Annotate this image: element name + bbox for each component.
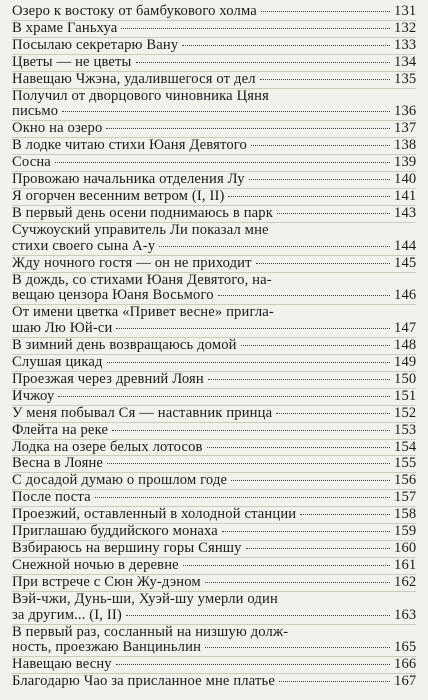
toc-entry-row bbox=[12, 21, 416, 37]
toc-entry-title-line: Цветы — не цветы bbox=[12, 53, 132, 70]
dot-leader bbox=[116, 663, 390, 665]
toc-entry-title-line: Проезжая через древний Лоян bbox=[12, 370, 204, 387]
dot-leader bbox=[62, 110, 390, 112]
toc-entry-title-line: письмо bbox=[12, 103, 59, 120]
toc-entry-title-line: Я огорчен весенним ветром (I, II) bbox=[12, 187, 225, 204]
toc-entry bbox=[12, 372, 416, 388]
toc-entry-title-line: В храме Ганьхуа bbox=[12, 19, 118, 36]
page-number: 155 bbox=[394, 455, 417, 472]
toc-entry-row bbox=[12, 524, 416, 540]
dot-leader bbox=[58, 395, 390, 397]
toc-entry bbox=[12, 189, 416, 205]
page-number: 150 bbox=[394, 370, 417, 387]
toc-entry-row bbox=[12, 189, 416, 205]
page-number: 156 bbox=[394, 472, 417, 489]
dot-leader bbox=[208, 378, 390, 380]
page-number: 148 bbox=[394, 337, 417, 354]
toc-entry-title-line: Жду ночного гостя — он не приходит bbox=[12, 254, 252, 271]
dot-leader bbox=[256, 262, 390, 264]
page-number: 151 bbox=[394, 387, 417, 404]
toc-entry bbox=[12, 338, 416, 354]
page-number: 161 bbox=[394, 556, 417, 573]
dot-leader bbox=[182, 44, 390, 46]
toc-entry bbox=[12, 355, 416, 371]
page-number: 162 bbox=[394, 573, 417, 590]
dot-leader bbox=[251, 144, 390, 146]
toc-entry bbox=[12, 625, 416, 657]
toc-entry-row bbox=[12, 4, 416, 20]
toc-entry bbox=[12, 155, 416, 171]
page-number: 160 bbox=[394, 540, 417, 556]
toc-entry bbox=[12, 541, 416, 557]
dot-leader bbox=[261, 10, 390, 12]
toc-entry-row bbox=[12, 640, 416, 656]
toc-entry-title-line: ность, проезжаю Ванциньлин bbox=[12, 639, 202, 656]
toc-entry-row bbox=[12, 440, 416, 456]
dot-leader bbox=[107, 462, 390, 464]
toc-entry bbox=[12, 524, 416, 540]
page-number: 147 bbox=[394, 320, 417, 337]
dot-leader bbox=[107, 361, 390, 363]
toc-entry-row bbox=[12, 674, 416, 690]
dot-leader bbox=[260, 78, 390, 80]
page-number: 133 bbox=[394, 36, 417, 53]
toc-entry-title-line: за другим... (I, II) bbox=[12, 606, 122, 623]
toc-entry-title-line: Провожаю начальника отделения Лу bbox=[12, 171, 245, 188]
dot-leader bbox=[55, 161, 390, 163]
dot-leader bbox=[112, 429, 390, 431]
page-number: 136 bbox=[394, 103, 417, 120]
page-number: 146 bbox=[394, 287, 417, 304]
toc-entry bbox=[12, 558, 416, 574]
toc-entry-title-line: При встрече с Сюн Жу-дэном bbox=[12, 573, 201, 590]
toc-entry bbox=[12, 456, 416, 472]
toc-entry bbox=[12, 89, 416, 121]
dot-leader bbox=[279, 680, 390, 682]
toc-entry-title-line: Озеро к востоку от бамбукового холма bbox=[12, 3, 257, 19]
toc-entry-title-line: В первый день осени поднимаюсь в парк bbox=[12, 204, 273, 221]
toc-entry-row bbox=[12, 321, 416, 337]
toc-entry-row bbox=[12, 155, 416, 171]
toc-entry-title-line: С досадой думаю о прошлом годе bbox=[12, 472, 228, 489]
dot-leader bbox=[116, 327, 390, 329]
dot-leader bbox=[95, 496, 390, 498]
toc-entry-title-line: Окно на озеро bbox=[12, 120, 103, 137]
dot-leader bbox=[136, 61, 390, 63]
page-number: 139 bbox=[394, 154, 417, 171]
toc-entry-row bbox=[12, 389, 416, 405]
toc-entry-title-line: Ичжоу bbox=[12, 387, 55, 404]
toc-entry-title-line: В дождь, со стихами Юаня Девятого, на- bbox=[12, 271, 272, 288]
toc-entry bbox=[12, 121, 416, 137]
dot-leader bbox=[231, 479, 390, 481]
toc-entry-row bbox=[12, 490, 416, 506]
toc-entry-row bbox=[12, 38, 416, 54]
toc-entry-title-line: В первый раз, сосланный на низшую долж- bbox=[12, 623, 289, 640]
toc-entry bbox=[12, 138, 416, 154]
page-number: 167 bbox=[394, 673, 417, 690]
page-number: 165 bbox=[394, 639, 417, 656]
page-number: 145 bbox=[394, 254, 417, 271]
dot-leader bbox=[126, 614, 390, 616]
toc-entry-row bbox=[12, 256, 416, 272]
toc-entry-title-line: В зимний день возвращаюсь домой bbox=[12, 337, 237, 354]
page-number: 132 bbox=[394, 19, 417, 36]
dot-leader bbox=[183, 564, 390, 566]
toc-entry-row bbox=[12, 206, 416, 222]
dot-leader bbox=[249, 178, 390, 180]
page-number: 152 bbox=[394, 404, 417, 421]
toc-entry-row bbox=[12, 72, 416, 88]
toc-entry bbox=[12, 389, 416, 405]
toc-entry bbox=[12, 657, 416, 673]
toc-entry-row bbox=[12, 575, 416, 591]
toc-entry bbox=[12, 223, 416, 255]
dot-leader bbox=[241, 344, 390, 346]
dot-leader bbox=[207, 446, 390, 448]
toc-entry bbox=[12, 172, 416, 188]
toc-entry-title-line: После поста bbox=[12, 489, 91, 506]
page-number: 166 bbox=[394, 656, 417, 673]
table-of-contents bbox=[12, 4, 416, 690]
toc-entry bbox=[12, 38, 416, 54]
toc-entry-row bbox=[12, 239, 416, 255]
page-number: 137 bbox=[394, 120, 417, 137]
toc-entry-title-line: Флейта на реке bbox=[12, 421, 109, 438]
dot-leader bbox=[246, 547, 390, 549]
toc-entry bbox=[12, 490, 416, 506]
page-number: 135 bbox=[394, 70, 417, 87]
toc-entry-row bbox=[12, 288, 416, 304]
toc-entry-row bbox=[12, 507, 416, 523]
dot-leader bbox=[277, 212, 390, 214]
toc-entry bbox=[12, 473, 416, 489]
toc-entry-title-line: Посылаю секретарю Вану bbox=[12, 36, 179, 53]
toc-entry-title-line: вещаю цензора Юаня Восьмого bbox=[12, 287, 214, 304]
toc-entry-title-line: Навещаю Чжэна, удалившегося от дел bbox=[12, 70, 256, 87]
toc-entry bbox=[12, 406, 416, 422]
toc-entry-row bbox=[12, 423, 416, 439]
toc-entry-title-line: Лодка на озере белых лотосов bbox=[12, 438, 203, 455]
toc-entry-title-line: Весна в Лояне bbox=[12, 455, 104, 472]
dot-leader bbox=[218, 294, 390, 296]
toc-entry-title-line: Проезжий, оставленный в холодной станции bbox=[12, 506, 297, 523]
page-number: 153 bbox=[394, 421, 417, 438]
page-number: 154 bbox=[394, 438, 417, 455]
dot-leader bbox=[106, 127, 390, 129]
toc-entry-row bbox=[12, 541, 416, 557]
toc-entry-title-line: Снежной ночью в деревне bbox=[12, 556, 179, 573]
toc-entry-row bbox=[12, 406, 416, 422]
toc-entry-title-line: Благодарю Чао за присланное мне платье bbox=[12, 673, 275, 690]
toc-entry-row bbox=[12, 608, 416, 624]
toc-entry-row bbox=[12, 172, 416, 188]
toc-entry-row bbox=[12, 138, 416, 154]
toc-entry-row bbox=[12, 338, 416, 354]
toc-entry bbox=[12, 440, 416, 456]
toc-entry bbox=[12, 21, 416, 37]
toc-entry-title-line: Взбираюсь на вершину горы Сяншу bbox=[12, 540, 242, 556]
toc-entry bbox=[12, 273, 416, 305]
toc-entry-title-line: От имени цветка «Привет весне» пригла- bbox=[12, 304, 274, 321]
dot-leader bbox=[222, 530, 390, 532]
page-number: 163 bbox=[394, 606, 417, 623]
toc-entry bbox=[12, 256, 416, 272]
toc-entry-row bbox=[12, 473, 416, 489]
page-number: 141 bbox=[394, 187, 417, 204]
toc-entry bbox=[12, 592, 416, 624]
toc-entry-title-line: Получил от дворцового чиновника Цяня bbox=[12, 87, 269, 104]
toc-entry-row bbox=[12, 558, 416, 574]
toc-entry-row bbox=[12, 456, 416, 472]
page-number: 159 bbox=[394, 523, 417, 540]
dot-leader bbox=[205, 646, 390, 648]
toc-entry-row bbox=[12, 121, 416, 137]
toc-entry bbox=[12, 305, 416, 337]
toc-entry-row bbox=[12, 657, 416, 673]
toc-entry-row bbox=[12, 104, 416, 120]
page-number: 143 bbox=[394, 204, 417, 221]
page-number: 144 bbox=[394, 237, 417, 254]
toc-entry-title-line: У меня побывал Ся — наставник принца bbox=[12, 404, 273, 421]
toc-entry-title-line: Слушая цикад bbox=[12, 354, 103, 371]
toc-entry bbox=[12, 674, 416, 690]
toc-entry-title-line: стихи своего сына А-у bbox=[12, 237, 156, 254]
dot-leader bbox=[228, 195, 390, 197]
page-number: 149 bbox=[394, 354, 417, 371]
toc-entry-title-line: шаю Лю Юй-си bbox=[12, 320, 113, 337]
toc-entry-title-line: Приглашаю буддийского монаха bbox=[12, 523, 218, 540]
page-number: 140 bbox=[394, 171, 417, 188]
page-number: 134 bbox=[394, 53, 417, 70]
toc-entry bbox=[12, 206, 416, 222]
toc-entry bbox=[12, 575, 416, 591]
toc-entry-row bbox=[12, 372, 416, 388]
toc-entry bbox=[12, 423, 416, 439]
toc-entry-row bbox=[12, 355, 416, 371]
page-number: 138 bbox=[394, 137, 417, 154]
page-number: 158 bbox=[394, 506, 417, 523]
dot-leader bbox=[205, 581, 390, 583]
toc-entry-title-line: Сосна bbox=[12, 154, 51, 171]
toc-entry-title-line: Навещаю весну bbox=[12, 656, 112, 673]
dot-leader bbox=[300, 513, 390, 515]
toc-entry-title-line: В лодке читаю стихи Юаня Девятого bbox=[12, 137, 247, 154]
dot-leader bbox=[159, 245, 390, 247]
toc-entry-title-line: Вэй-чжи, Дунь-ши, Хуэй-шу умерли один bbox=[12, 590, 278, 607]
toc-entry bbox=[12, 55, 416, 71]
toc-entry bbox=[12, 72, 416, 88]
dot-leader bbox=[121, 27, 390, 29]
toc-entry bbox=[12, 4, 416, 20]
page-number: 131 bbox=[394, 3, 417, 19]
dot-leader bbox=[276, 412, 390, 414]
page-number: 157 bbox=[394, 489, 417, 506]
toc-entry bbox=[12, 507, 416, 523]
toc-entry-row bbox=[12, 55, 416, 71]
toc-entry-title-line: Сучжоуский управитель Ли показал мне bbox=[12, 221, 269, 238]
